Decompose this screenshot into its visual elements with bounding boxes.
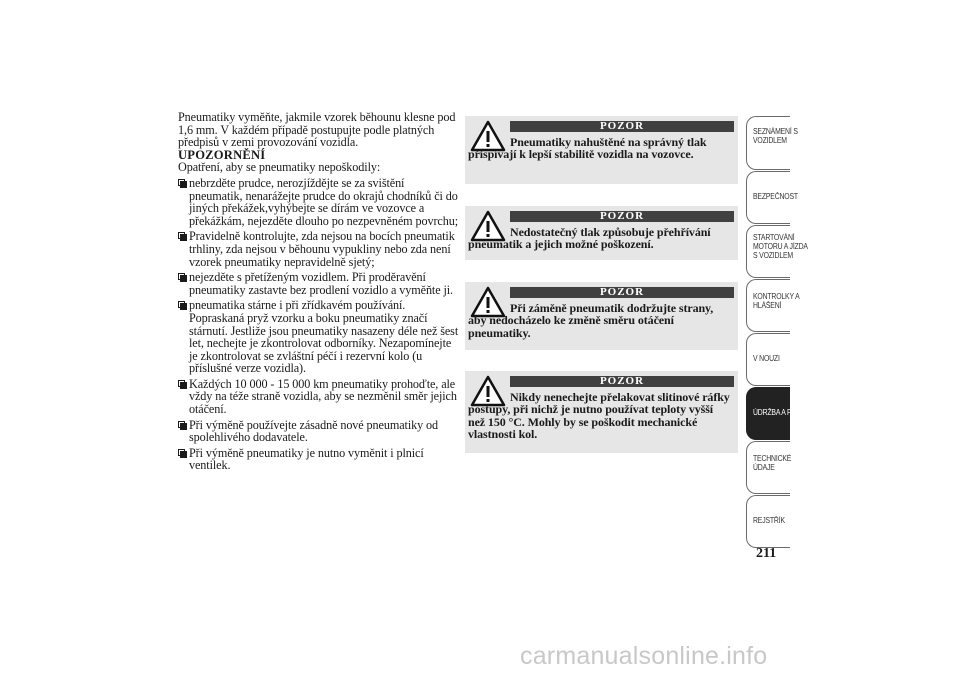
- checkbox-bullet-icon: [178, 179, 185, 186]
- warning-box-4: [465, 371, 738, 453]
- warning-box-3: [465, 282, 738, 350]
- intro-paragraph: Pneumatiky vyměňte, jakmile vzorek běhounu klesne pod 1,6 mm. V každém případě postupujte podle platných předpisů v zemi provozování vozidla.: [178, 110, 456, 150]
- warning-text: Při záměně pneumatik dodržujte strany, aby nedocházelo ke změně směru otáčení pneumatiky.: [468, 301, 714, 340]
- precaution-list: [178, 177, 460, 472]
- warning-text: Nedostatečný tlak způsobuje přehřívání pneumatik a jejich možné poškození.: [468, 225, 711, 252]
- chapter-tabs: [746, 116, 808, 549]
- warning-text: Pneumatiky nahuštěné na správný tlak přispívají k lepší stabilitě vozidla na vozovce.: [468, 135, 707, 162]
- checkbox-bullet-icon: [178, 301, 185, 308]
- main-text-column: [178, 111, 460, 475]
- warning-label: POZOR: [510, 121, 734, 132]
- warning-label: POZOR: [510, 211, 734, 222]
- watermark: carmanualsonline.info: [520, 642, 768, 670]
- list-item: Každých 10 000 - 15 000 km pneumatiky prohoďte, ale vždy na téže straně vozidla, aby se nezměnil směr jejich otáčení.: [178, 378, 460, 416]
- tab-rejstrik[interactable]: REJSTŘÍK: [746, 495, 790, 548]
- warning-box-1: [465, 116, 738, 184]
- warning-text: Nikdy nenechejte přelakovat slitinové ráfky postupy, při nichž je nutno používat teploty vyšší než 150 °C. Mohly by se poškodit mechanické vlastnosti kol.: [468, 390, 730, 442]
- tab-bezpecnost[interactable]: BEZPEČNOST: [746, 171, 790, 224]
- checkbox-bullet-icon: [178, 232, 185, 239]
- warning-box-2: [465, 206, 738, 260]
- warning-label: POZOR: [510, 287, 734, 298]
- checkbox-bullet-icon: [178, 449, 185, 456]
- tab-technicke-udaje[interactable]: TECHNICKÉ ÚDAJE: [746, 441, 790, 494]
- checkbox-bullet-icon: [178, 380, 185, 387]
- warning-label: POZOR: [510, 376, 734, 387]
- notice-heading: UPOZORNĚNÍ: [178, 147, 266, 162]
- tab-udrzba[interactable]: ÚDRŽBA A PÉČE: [746, 387, 790, 440]
- tab-seznameni[interactable]: SEZNÁMENÍ S VOZIDLEM: [746, 116, 790, 170]
- list-item: Při výměně pneumatiky je nutno vyměnit i plnicí ventilek.: [178, 447, 460, 472]
- checkbox-bullet-icon: [178, 273, 185, 280]
- tab-startovani[interactable]: STARTOVÁNÍ MOTORU A JÍZDA S VOZIDLEM: [746, 225, 790, 278]
- tab-v-nouzi[interactable]: V NOUZI: [746, 333, 790, 386]
- list-item: Pravidelně kontrolujte, zda nejsou na bocích pneumatik trhliny, zda nejsou v běhounu vypukliny nebo zda není vzorek pneumatiky nepravidelně sjetý;: [178, 230, 460, 268]
- page-number: 211: [756, 546, 777, 561]
- list-item: pneumatika stárne i při zřídkavém používání. Popraskaná pryž vzorku a boku pneumatiky značí stárnutí. Jestliže jsou pneumatiky nasazeny déle než šest let, nechejte je zkontrolovat odborníky. Nezapomínejte je zkontrolovat se zvláštní péčí i rezervní kolo (u příslušné verze vozidla).: [178, 299, 460, 375]
- list-item: Při výměně používejte zásadně nové pneumatiky od spolehlivého dodavatele.: [178, 419, 460, 444]
- tab-kontrolky[interactable]: KONTROLKY A HLÁŠENÍ: [746, 279, 790, 332]
- list-item: nebrzděte prudce, nerozjíždějte se za svištění pneumatik, nenarážejte prudce do okrajů chodníků či do jiných překážek,vyhýbejte se dírám ve vozovce a překážkám, nejezděte dlouho po nezpevněném povrchu;: [178, 177, 460, 227]
- list-item: nejezděte s přetíženým vozidlem. Při proděravění pneumatiky zastavte bez prodlení vozidlo a vyměňte ji.: [178, 271, 460, 296]
- checkbox-bullet-icon: [178, 421, 185, 428]
- notice-lead: Opatření, aby se pneumatiky nepoškodily:: [178, 160, 381, 175]
